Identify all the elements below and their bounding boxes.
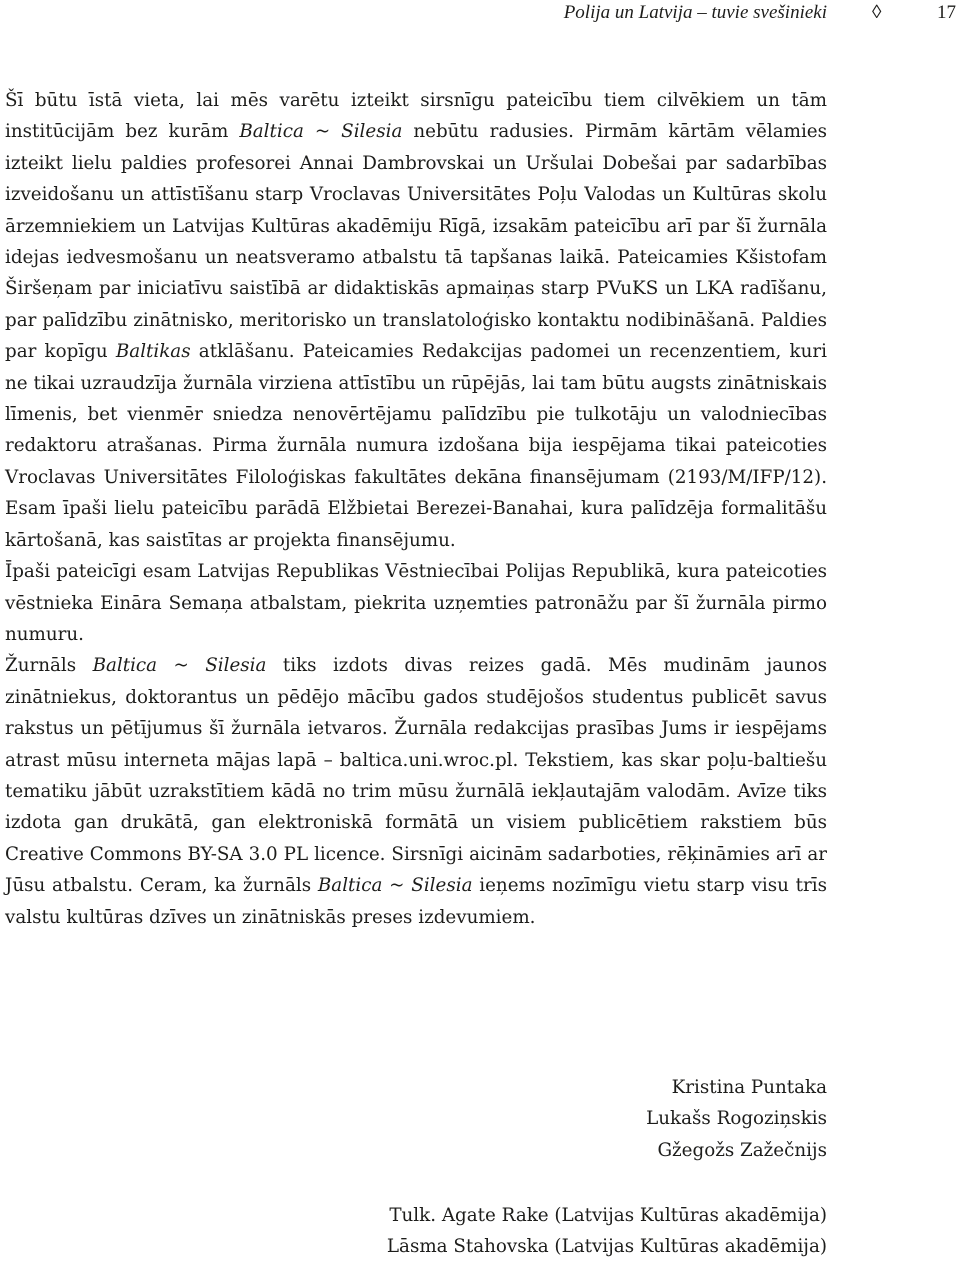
text-run: tiks izdots divas reizes gadā. Mēs mudinām jaunos zinātniekus, doktorantus un pēdējo mācību gados studējošos studentus publicēt savus rakstus un pētījumus šī žurnāla ietvaros. Žurnāla redakcijas prasības Jums ir iespējams atrast mūsu interneta mājas lapā – baltica.uni.wroc.pl. Tekstiem, kas skar poļu-baltiešu tematiku jābūt uzrakstītiem kādā no trim mūsu žurnālā iekļautajām valodām. Avīze tiks izdota gan drukātā, gan elektroniskā formātā un visiem publicētiem rakstiem būs Creative Commons BY-SA 3.0 PL licence. Sirsnīgi aicinām sadarboties, rēķināmies arī ar Jūsu atbalstu. Ceram, ka žurnāls (5, 655, 827, 897)
translator-credit: Tulk. Agate Rake (Latvijas Kultūras akadēmija) (389, 1205, 827, 1226)
page-number: 17 (937, 2, 956, 23)
translator-credit: Lāsma Stahovska (Latvijas Kultūras akadēmija) (386, 1236, 827, 1258)
text-run: ieņems nozīmīgu vietu starp visu trīs valstu kultūras dzīves un zinātniskās preses izdevumiem. (5, 875, 827, 928)
paragraph-embassy (5, 556, 827, 650)
text-run: Žurnāls (5, 655, 93, 677)
running-title: Polija un Latvija – tuvie svešinieki (563, 2, 827, 23)
signature-name: Lukašs Rogoziņskis (646, 1108, 827, 1130)
italic-title: Baltica ~ Silesia (317, 875, 473, 897)
signature-name: Kristina Puntaka (671, 1077, 827, 1098)
paragraph-journal-info (5, 650, 827, 933)
translator-block (387, 1200, 827, 1263)
italic-title: Baltica ~ Silesia (92, 655, 267, 677)
article-body (5, 85, 827, 933)
italic-title: Baltikas (115, 341, 191, 363)
signature-block (646, 1072, 827, 1166)
paragraph-acknowledgements (5, 85, 827, 556)
diamond-icon: ◊ (872, 2, 882, 23)
text-run: Īpaši pateicīgi esam Latvijas Republikas Vēstniecībai Polijas Republikā, kura pateicoties vēstnieka Eināra Semaņa atbalstam, piekrita uzņemties patronāžu par šī žurnāla pirmo numuru. (5, 561, 827, 645)
text-run: nebūtu radusies. Pirmām kārtām vēlamies izteikt lielu paldies profesorei Annai Dambrovskai un Uršulai Dobešai par sadarbības izveidošanu un attīstīšanu starp Vroclavas Universitātes Poļu Valodas un Kultūras skolu ārzemniekiem un Latvijas Kultūras akadēmiju Rīgā, izsakām pateicību arī par šī žurnāla idejas iedvesmošanu un neatsveramo atbalstu tā tapšanas laikā. Pateicamies Kšistofam Širšeņam par iniciatīvu saistībā ar didaktiskās apmaiņas starp PVuKS un LKA radīšanu, par palīdzību zinātnisko, meritorisko un translatoloģisko kontaktu nodibināšanā. Paldies par kopīgu (5, 121, 827, 363)
italic-title: Baltica ~ Silesia (239, 121, 403, 143)
text-run: atklāšanu. Pateicamies Redakcijas padomei un recenzentiem, kuri ne tikai uzraudzīja žurnāla virziena attīstību un rūpējās, lai tam būtu augsts zinātniskais līmenis, bet vienmēr sniedza nenovērtējamu palīdzību pie tulkotāju un valodniecības redaktoru atrašanas. Pirma žurnāla numura izdošana bija iespējama tikai pateicoties Vroclavas Universitātes Filoloģiskas fakultātes dekāna finansējumam (2193/M/IFP/12). Esam īpaši lielu pateicību parādā Elžbietai Berezei-Banahai, kura palīdzēja formalitāšu kārtošanā, kas saistītas ar projekta finansējumu. (5, 341, 827, 551)
text-run: Šī būtu īstā vieta, lai mēs varētu izteikt sirsnīgu pateicību tiem cilvēkiem un tām institūcijām bez kurām (5, 90, 827, 143)
running-header (0, 2, 960, 28)
signature-name: Gžegožs Zažečnijs (657, 1139, 827, 1161)
